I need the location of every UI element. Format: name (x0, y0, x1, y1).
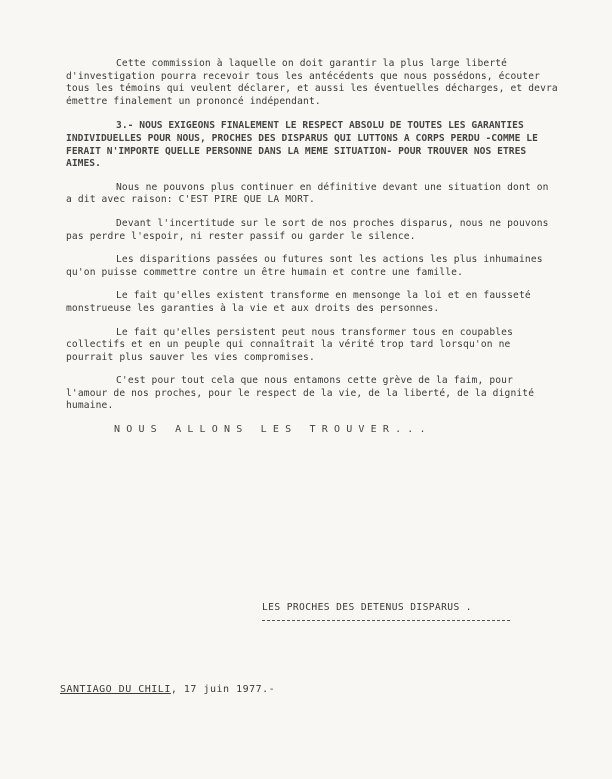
place-date-line (60, 684, 275, 695)
letter-body (66, 58, 558, 437)
paragraph-commission: Cette commission à laquelle on doit garantir la plus large liberté d'investigation pourra recevoir tous les antécédents que nous possédons, écouter tous les témoins qui veulent déclarer, et aussi les éventuelles décharges, et devra émettre finalement un prononcé indépendant. (66, 58, 558, 107)
paragraph-situation: Nous ne pouvons plus continuer en définitive devant une situation dont on a dit avec raison: C'EST PIRE QUE LA MORT. (66, 181, 549, 206)
signature: LES PROCHES DES DETENUS DISPARUS . (262, 602, 472, 613)
paragraph-persistence: Le fait qu'elles persistent peut nous transformer tous en coupables collectifs et en un peuple qui connaîtrait la vérité trop tard lorsqu'on ne pourrait plus sauver les vies compromises. (66, 326, 514, 363)
paragraph-hunger-strike: C'est pour tout cela que nous entamons cette grève de la faim, pour l'amour de nos proches, pour le respect de la vie, de la liberté, de la dignité humaine. (66, 375, 535, 412)
slogan: NOUS ALLONS LES TROUVER... (114, 424, 432, 436)
paragraph-uncertainty: Devant l'incertitude sur le sort de nos proches disparus, nous ne pouvons pas perdre l'espoir, ni rester passif ou garder le silence. (66, 217, 549, 242)
paragraph-demand-3: 3.- NOUS EXIGEONS FINALEMENT LE RESPECT ABSOLU DE TOUTES LES GARANTIES INDIVIDUELLES POUR NOUS, PROCHES DES DISPARUS QUI LUTTONS A CORPS PERDU -COMME LE FERAIT N'IMPORTE QUELLE PERSONNE DANS LA MEME SITUATION- POUR TROUVER NOS ETRES AIMES. (66, 120, 538, 170)
paragraph-disappearances: Les disparitions passées ou futures sont les actions les plus inhumaines qu'on puisse commettre contre un être humain et contre une famille. (66, 254, 543, 278)
paragraph-existence: Le fait qu'elles existent transforme en mensonge la loi et en fausseté monstrueuse les garanties à la vie et aux droits des personnes. (66, 290, 531, 314)
place: SANTIAGO DU CHILI (60, 684, 171, 695)
date: , 17 juin 1977.- (170, 684, 276, 695)
signature-underline (262, 620, 510, 621)
